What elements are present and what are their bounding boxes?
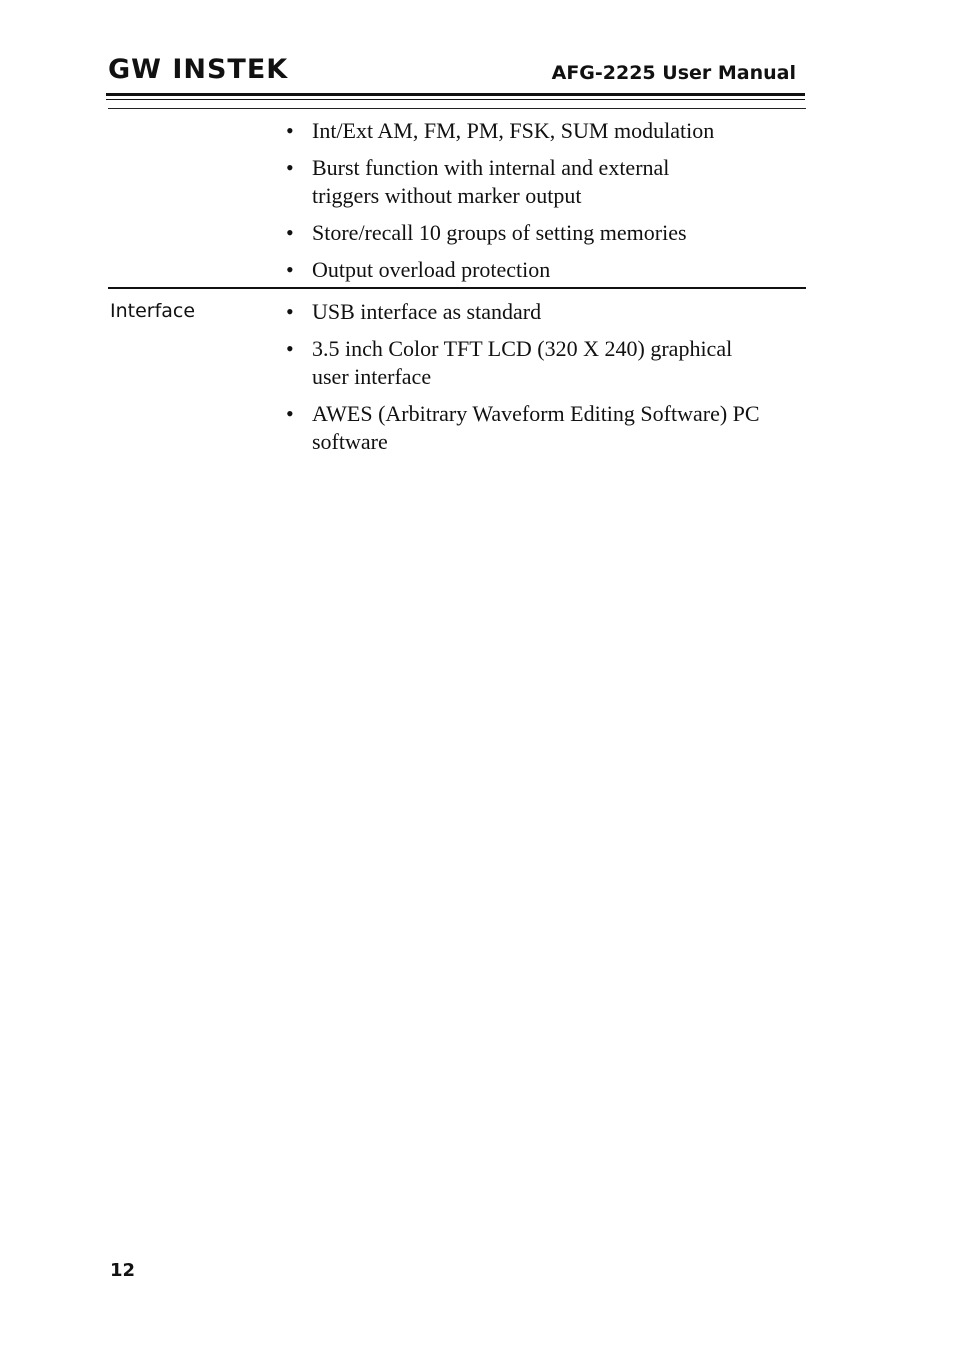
list-item: • 3.5 inch Color TFT LCD (320 X 240) graphical user interface [286, 335, 772, 391]
list-item: • Store/recall 10 groups of setting memories [286, 219, 791, 247]
list-item: • Burst function with internal and external triggers without marker output [286, 154, 732, 210]
feature-list [286, 117, 791, 293]
list-item: • Int/Ext AM, FM, PM, FSK, SUM modulation [286, 117, 791, 145]
page-number: 12 [110, 1260, 136, 1281]
section-label-interface: Interface [110, 300, 196, 322]
brand-logo: GW INSTEK [108, 54, 289, 85]
list-item: • Output overload protection [286, 256, 791, 284]
table-top-rule [108, 108, 806, 109]
header-rule-thick [106, 93, 805, 96]
interface-list [286, 298, 791, 465]
document-title: AFG-2225 User Manual [551, 62, 796, 84]
list-item: • USB interface as standard [286, 298, 791, 326]
header-rule-thin [106, 99, 805, 100]
table-row-divider [108, 287, 806, 289]
list-item: • AWES (Arbitrary Waveform Editing Software) PC software [286, 400, 792, 456]
